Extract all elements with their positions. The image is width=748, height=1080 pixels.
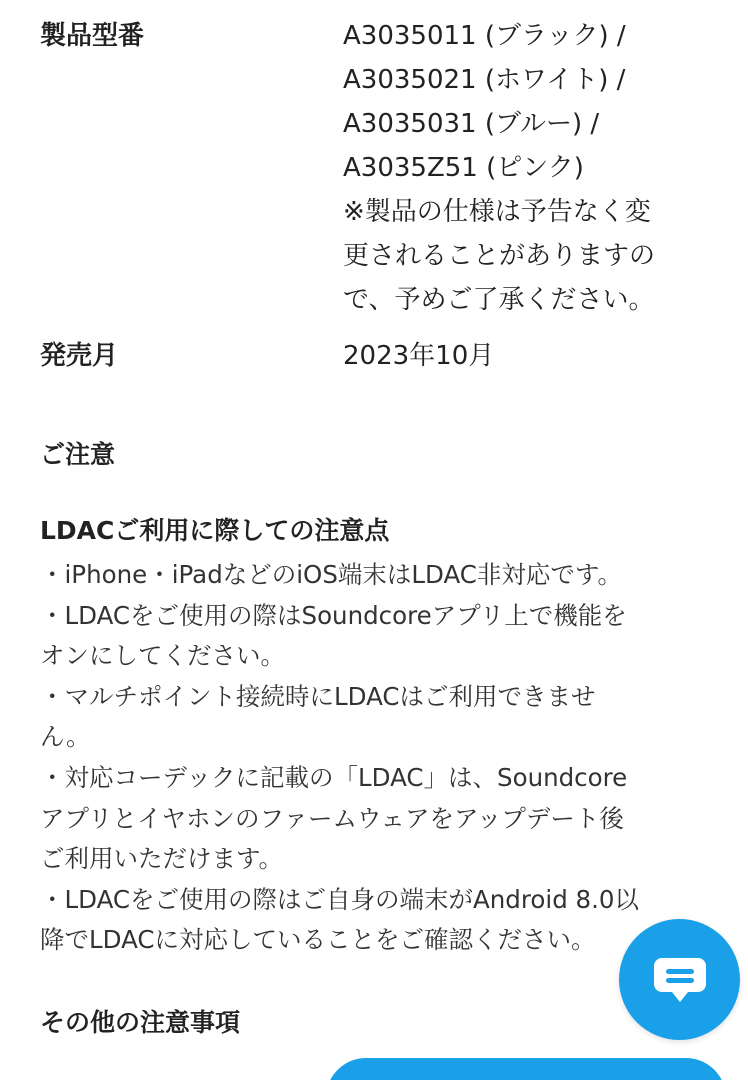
caution-heading: ご注意	[40, 440, 116, 469]
spec-value-line: A3035021 (ホワイト) /	[343, 65, 626, 95]
note-line: ・対応コーデックに記載の「LDAC」は、Soundcore	[40, 762, 628, 792]
spec-value-line: 2023年10月	[343, 341, 495, 371]
spec-value	[343, 334, 708, 378]
other-notes-heading: その他の注意事項	[40, 1008, 241, 1037]
note-line: オンにしてください。	[40, 641, 285, 671]
spec-value	[343, 14, 708, 322]
spec-label: 発売月	[40, 341, 119, 371]
note-line: ん。	[40, 722, 91, 752]
ldac-heading: LDACご利用に際しての注意点	[40, 516, 390, 545]
spec-value-line: A3035011 (ブラック) /	[343, 21, 626, 51]
note-line: ・iPhone・iPadなどのiOS端末はLDAC非対応です。	[40, 560, 622, 589]
note-line: 降でLDACに対応していることをご確認ください。	[40, 925, 596, 955]
spec-value-line: ※製品の仕様は予告なく変	[343, 197, 651, 227]
spec-value-line: A3035Z51 (ピンク)	[343, 153, 584, 183]
spec-label: 製品型番	[40, 21, 145, 51]
note-line: アプリとイヤホンのファームウェアをアップデート後	[40, 803, 624, 833]
note-line: ご利用いただけます。	[40, 844, 284, 874]
spec-value-line: 更されることがありますの	[343, 241, 656, 271]
ldac-notes	[40, 555, 720, 961]
spec-value-line: で、予めご了承ください。	[343, 285, 655, 315]
note-line: ・マルチポイント接続時にLDACはご利用できませ	[40, 681, 596, 711]
bottom-action-button[interactable]	[326, 1058, 726, 1080]
spec-value-line: A3035031 (ブルー) /	[343, 109, 600, 139]
note-line: ・LDACをご使用の際はSoundcoreアプリ上で機能を	[40, 600, 627, 630]
note-line: ・LDACをご使用の際はご自身の端末がAndroid 8.0以	[40, 884, 639, 914]
chat-bubble-icon	[648, 948, 712, 1012]
chat-button[interactable]	[619, 919, 740, 1040]
